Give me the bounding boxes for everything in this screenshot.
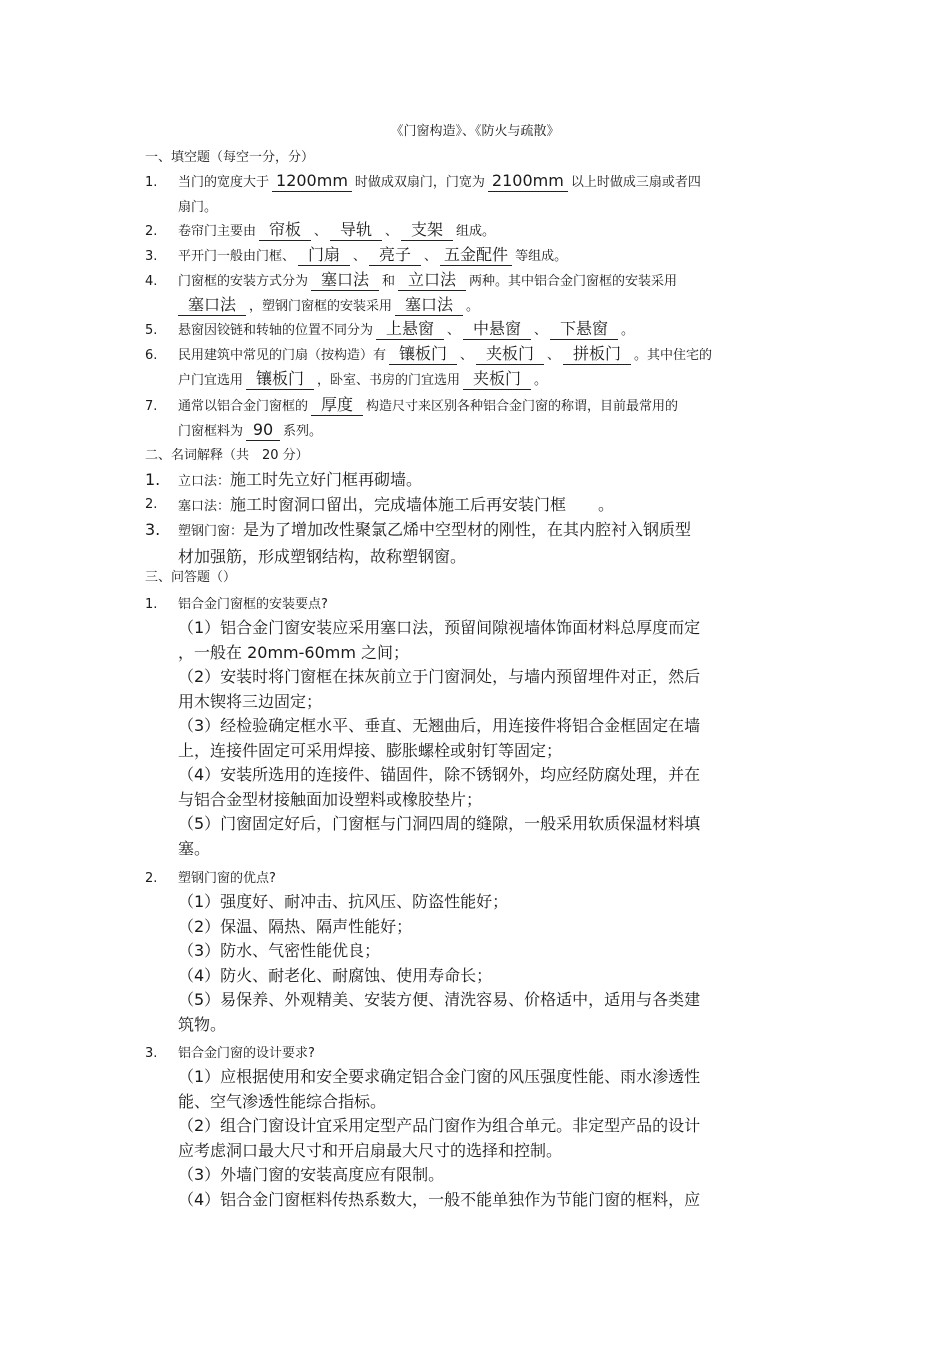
question-text: 塑钢门窗的优点? (178, 871, 276, 886)
question-number: 6. (145, 348, 158, 363)
answer-blank: 亮子 (369, 245, 421, 266)
answer-1 (178, 616, 778, 861)
answer-line: 塞。 (178, 838, 211, 858)
answer-line: （4）铝合金门窗框料传热系数大，一般不能单独作为节能门窗的框料，应 (178, 1189, 701, 1209)
definition-term: 塞口法： (178, 499, 231, 514)
fill-question-2: 2. 卷帘门主要由 帘板 、 导轨 、 支架 组成。 (145, 219, 805, 244)
answer-line: （1）强度好、耐冲击、抗风压、防盗性能好； (178, 892, 509, 911)
qa-question-3 (145, 1041, 805, 1066)
answer-blank: 塞口法 (178, 295, 246, 316)
definition-text: 施工时先立好门框再砌墙。 (230, 470, 423, 489)
definition-term: 塑钢门窗： (178, 524, 244, 539)
answer-blank: 上悬窗 (376, 319, 444, 340)
answer-blank: 镶板门 (246, 369, 314, 390)
section3-heading: 三、问答题（） (145, 570, 237, 585)
question-number: 5. (145, 323, 158, 338)
definition-number: 1. (145, 470, 161, 489)
definition-number: 3. (145, 520, 161, 539)
answer-line: （4）安装所选用的连接件、锚固件，除不锈钢外，均应经防腐处理，并在 (178, 765, 701, 784)
question-text: 铝合金门窗框的安装要点? (178, 597, 328, 612)
definition-text: 施工时窗洞口留出，完成墙体施工后再安装门框 。 (230, 495, 615, 514)
answer-line: 与铝合金型材接触面加设塑料或橡胶垫片； (178, 789, 483, 809)
answer-line: （3）防水、气密性能优良； (178, 941, 381, 960)
answer-line: 用木锲将三边固定； (178, 691, 323, 711)
answer-line: （3）经检验确定框水平、垂直、无翘曲后，用连接件将铝合金框固定在墙 (178, 716, 701, 735)
document-title: 《门窗构造》、《防火与疏散》 (390, 124, 560, 139)
answer-blank: 2100mm (488, 171, 568, 192)
answer-blank: 90 (246, 420, 280, 441)
fill-question-4: 4. 门窗框的安装方式分为 塞口法 和 立口法 两种。其中铝合金门窗框的安装采用 塞口法 ，塑钢门窗框的安装采用 塞口法 。 (145, 270, 678, 314)
answer-line: （2）保温、隔热、隔声性能好； (178, 916, 413, 936)
question-text: 铝合金门窗的设计要求? (178, 1046, 315, 1061)
qa-question-1 (145, 592, 805, 617)
question-number: 3. (145, 249, 158, 264)
answer-line: 应考虑洞口最大尺寸和开启扇最大尺寸的选择和控制。 (178, 1140, 563, 1160)
answer-blank: 中悬窗 (463, 319, 531, 340)
question-number: 2. (145, 224, 158, 239)
answer-blank: 帘板 (259, 220, 311, 241)
answer-line: （3）外墙门窗的安装高度应有限制。 (178, 1165, 445, 1184)
answer-blank: 拼板门 (563, 344, 631, 365)
answer-line: 筑物。 (178, 1014, 227, 1034)
definition-item-2 (145, 492, 785, 519)
definition-term: 立口法： (178, 474, 231, 489)
question-number: 1. (145, 597, 158, 612)
answer-blank: 1200mm (272, 171, 352, 192)
answer-blank: 立口法 (398, 270, 466, 291)
answer-blank: 夹板门 (463, 369, 531, 390)
question-number: 3. (145, 1046, 158, 1061)
answer-3 (178, 1065, 778, 1212)
answer-line: ，一般在 20mm-60mm 之间； (178, 642, 410, 662)
answer-blank: 门扇 (298, 245, 350, 266)
answer-blank: 塞口法 (311, 270, 379, 291)
answer-line: （2）组合门窗设计宜采用定型产品门窗作为组合单元。非定型产品的设计 (178, 1116, 701, 1135)
answer-line: （1）应根据使用和安全要求确定铝合金门窗的风压强度性能、雨水渗透性 (178, 1067, 701, 1086)
fill-question-3: 3. 平开门一般由门框、 门扇 、 亮子 、 五金配件 等组成。 (145, 244, 805, 269)
question-number: 1. (145, 175, 158, 190)
answer-blank: 导轨 (330, 220, 382, 241)
fill-question-5: 5. 悬窗因铰链和转轴的位置不同分为 上悬窗 、 中悬窗 、 下悬窗 。 (145, 318, 805, 343)
answer-blank: 镶板门 (389, 344, 457, 365)
answer-line: （4）防火、耐老化、耐腐蚀、使用寿命长； (178, 965, 493, 985)
answer-blank: 五金配件 (440, 245, 512, 266)
section1-heading: 一、填空题（每空一分，分） (145, 150, 315, 165)
question-number: 2. (145, 871, 158, 886)
answer-blank: 下悬窗 (550, 319, 618, 340)
answer-line: 能、空气渗透性能综合指标。 (178, 1091, 387, 1111)
answer-line: （5）门窗固定好后，门窗框与门洞四周的缝隙，一般采用软质保温材料填 (178, 814, 701, 833)
fill-question-7: 7. 通常以铝合金门窗框的 厚度 构造尺寸来区别各种铝合金门窗的称谓，目前最常用的 门窗框料为 90 系列。 (145, 395, 679, 439)
question-number: 4. (145, 274, 158, 289)
definition-number: 2. (145, 497, 158, 512)
answer-blank: 塞口法 (395, 295, 463, 316)
section2-heading: 二、名词解释（共 20 分） (145, 448, 309, 463)
answer-line: （2）安装时将门窗框在抹灰前立于门窗洞处，与墙内预留埋件对正，然后 (178, 667, 701, 686)
answer-line: 上，连接件固定可采用焊接、膨胀螺栓或射钉等固定； (178, 740, 563, 760)
definition-item-1 (145, 467, 785, 494)
answer-blank: 支架 (401, 220, 453, 241)
answer-line: （5）易保养、外观精美、安装方便、清洗容易、价格适中，适用与各类建 (178, 990, 701, 1009)
definition-item-3 (145, 517, 785, 571)
fill-question-1: 1. 当门的宽度大于 1200mm 时做成双扇门，门宽为 2100mm 以上时做成三扇或者四 扇门。 (145, 171, 701, 215)
answer-2 (178, 890, 778, 1037)
answer-line: （1）铝合金门窗安装应采用塞口法，预留间隙视墙体饰面材料总厚度而定 (178, 618, 701, 637)
answer-blank: 厚度 (311, 395, 363, 416)
definition-text: 是为了增加改性聚氯乙烯中空型材的刚性，在其内腔衬入钢质型 (243, 520, 692, 539)
fill-question-6: 6. 民用建筑中常见的门扇（按构造）有 镶板门 、 夹板门 、 拼板门 。其中住宅的 户门宜选用 镶板门 ，卧室、书房的门宜选用 夹板门 。 (145, 344, 713, 388)
qa-question-2 (145, 866, 805, 891)
question-number: 7. (145, 399, 158, 414)
definition-text-continued: 材加强筋，形成塑钢结构，故称塑钢窗。 (178, 547, 467, 566)
answer-blank: 夹板门 (476, 344, 544, 365)
